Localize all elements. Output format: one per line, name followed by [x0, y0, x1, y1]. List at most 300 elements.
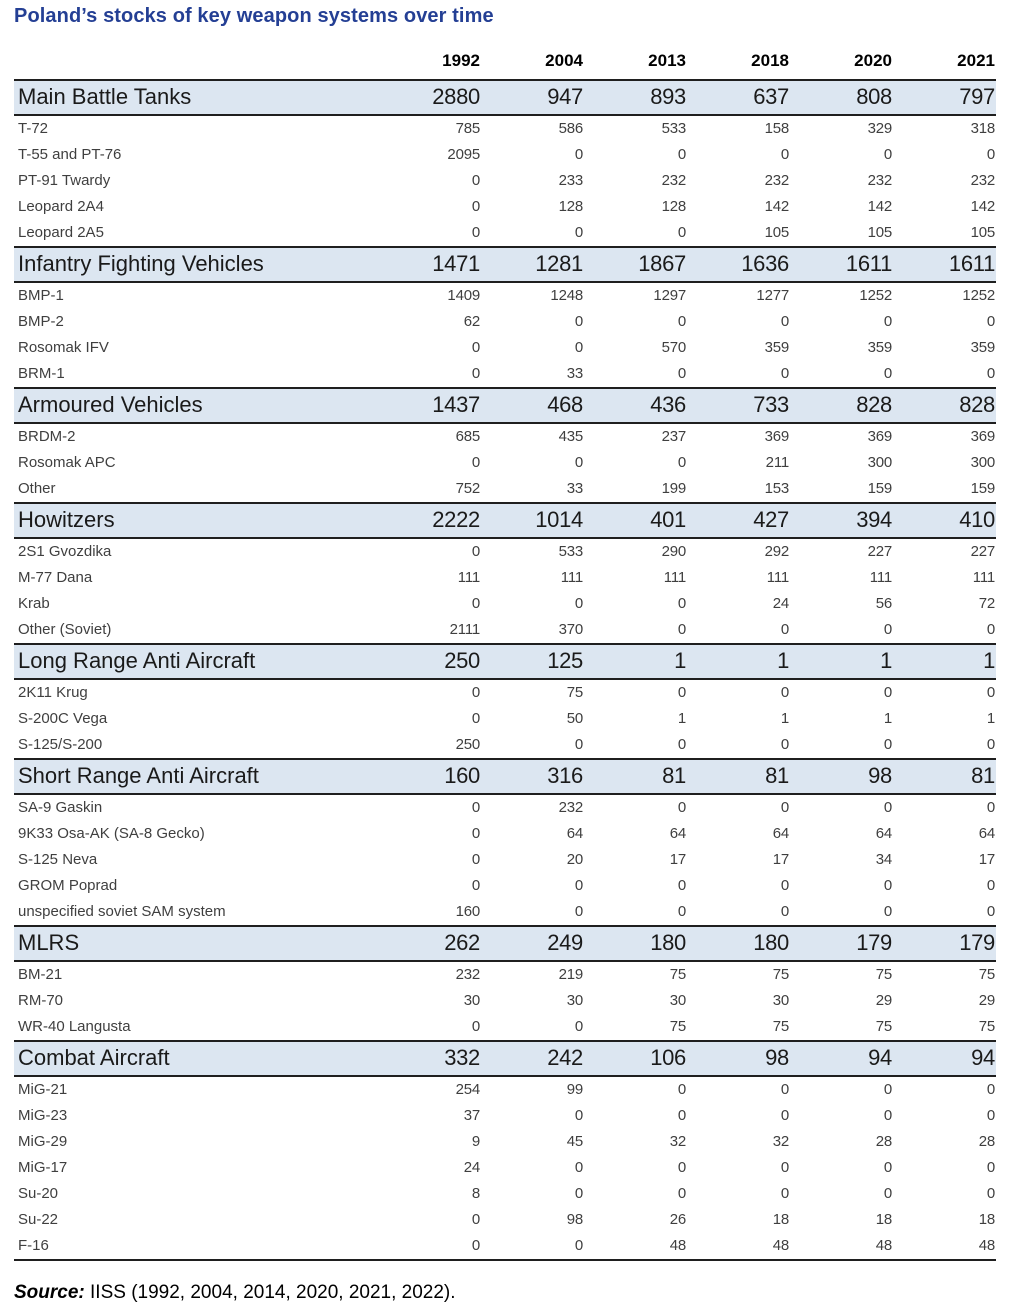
- cell-value: 48: [875, 1237, 892, 1254]
- cell-value: 0: [574, 339, 583, 356]
- cell-value: 111: [766, 569, 789, 586]
- cell-value: 435: [558, 428, 583, 445]
- cell-value: 2095: [447, 146, 480, 163]
- row-label: T-72: [18, 120, 49, 137]
- section-total-value: 1437: [378, 388, 481, 423]
- section-total-value: 179: [790, 926, 893, 961]
- cell-value: 1: [677, 710, 686, 727]
- section-total-value: 808: [790, 80, 893, 115]
- cell-value: 75: [978, 966, 995, 983]
- cell-value: 0: [471, 851, 480, 868]
- row-label: Rosomak IFV: [18, 339, 109, 356]
- section-total-value: 436: [584, 388, 687, 423]
- table-row: [14, 961, 996, 988]
- cell-value: 0: [574, 313, 583, 330]
- cell-value: 105: [970, 224, 995, 241]
- cell-value: 0: [677, 621, 686, 638]
- cell-value: 0: [471, 365, 480, 382]
- section-label: Infantry Fighting Vehicles: [14, 247, 378, 282]
- cell-value: 0: [986, 365, 995, 382]
- row-label: GROM Poprad: [18, 877, 118, 894]
- cell-value: 1248: [550, 287, 583, 304]
- section-total-value: 1471: [378, 247, 481, 282]
- cell-value: 237: [661, 428, 686, 445]
- cell-value: 0: [883, 313, 892, 330]
- cell-value: 0: [471, 684, 480, 701]
- cell-value: 17: [978, 851, 995, 868]
- table-row: [14, 538, 996, 565]
- cell-value: 0: [986, 799, 995, 816]
- cell-value: 290: [661, 543, 686, 560]
- cell-value: 0: [471, 1211, 480, 1228]
- cell-value: 75: [875, 1018, 892, 1035]
- cell-value: 1252: [859, 287, 892, 304]
- cell-value: 0: [677, 1159, 686, 1176]
- cell-value: 1277: [756, 287, 789, 304]
- cell-value: 64: [978, 825, 995, 842]
- year-column-header: 2013: [648, 51, 686, 70]
- cell-value: 105: [764, 224, 789, 241]
- cell-value: 752: [455, 480, 480, 497]
- cell-value: 0: [471, 825, 480, 842]
- cell-value: 0: [471, 339, 480, 356]
- cell-value: 32: [669, 1133, 686, 1150]
- cell-value: 0: [677, 146, 686, 163]
- cell-value: 160: [455, 903, 480, 920]
- row-label: Rosomak APC: [18, 454, 116, 471]
- cell-value: 0: [780, 1159, 789, 1176]
- source-note: [14, 1282, 996, 1304]
- cell-value: 0: [677, 313, 686, 330]
- cell-value: 24: [772, 595, 789, 612]
- cell-value: 0: [986, 1159, 995, 1176]
- cell-value: 0: [883, 736, 892, 753]
- cell-value: 30: [566, 992, 583, 1009]
- cell-value: 0: [677, 224, 686, 241]
- table-row: [14, 899, 996, 926]
- cell-value: 785: [455, 120, 480, 137]
- section-total-value: 81: [687, 759, 790, 794]
- cell-value: 370: [558, 621, 583, 638]
- cell-value: 0: [574, 736, 583, 753]
- cell-value: 0: [883, 1185, 892, 1202]
- cell-value: 0: [780, 313, 789, 330]
- year-header-row: [14, 49, 996, 80]
- cell-value: 0: [574, 1018, 583, 1035]
- section-total-value: 637: [687, 80, 790, 115]
- row-label: Su-22: [18, 1211, 59, 1228]
- table-row: [14, 450, 996, 476]
- cell-value: 75: [875, 966, 892, 983]
- cell-value: 0: [883, 1081, 892, 1098]
- cell-value: 0: [780, 146, 789, 163]
- cell-value: 0: [574, 877, 583, 894]
- cell-value: 142: [867, 198, 892, 215]
- year-column-header: 1992: [442, 51, 480, 70]
- cell-value: 75: [978, 1018, 995, 1035]
- cell-value: 30: [772, 992, 789, 1009]
- table-row: [14, 1103, 996, 1129]
- section-total-value: 1: [893, 644, 996, 679]
- cell-value: 64: [566, 825, 583, 842]
- cell-value: 250: [455, 736, 480, 753]
- cell-value: 0: [677, 454, 686, 471]
- table-row: [14, 142, 996, 168]
- cell-value: 329: [867, 120, 892, 137]
- cell-value: 75: [772, 1018, 789, 1035]
- section-total-value: 262: [378, 926, 481, 961]
- section-label: MLRS: [14, 926, 378, 961]
- cell-value: 318: [970, 120, 995, 137]
- row-label: BRM-1: [18, 365, 65, 382]
- section-total-value: 1611: [893, 247, 996, 282]
- table-row: [14, 706, 996, 732]
- cell-value: 0: [471, 710, 480, 727]
- cell-value: 1297: [653, 287, 686, 304]
- cell-value: 64: [772, 825, 789, 842]
- table-head: [14, 49, 996, 80]
- cell-value: 359: [970, 339, 995, 356]
- cell-value: 0: [574, 224, 583, 241]
- source-text: IISS (1992, 2004, 2014, 2020, 2021, 2022).: [84, 1282, 456, 1303]
- row-label: BMP-1: [18, 287, 64, 304]
- row-label: Other (Soviet): [18, 621, 112, 638]
- row-label: 2S1 Gvozdika: [18, 543, 112, 560]
- table-row: [14, 1155, 996, 1181]
- section-total-value: 2880: [378, 80, 481, 115]
- section-total-value: 160: [378, 759, 481, 794]
- row-label: unspecified soviet SAM system: [18, 903, 226, 920]
- section-header-row: [14, 247, 996, 282]
- cell-value: 30: [669, 992, 686, 1009]
- cell-value: 359: [867, 339, 892, 356]
- cell-value: 0: [986, 1081, 995, 1098]
- section-total-value: 1867: [584, 247, 687, 282]
- table-row: [14, 423, 996, 450]
- section-total-value: 250: [378, 644, 481, 679]
- table-row: [14, 115, 996, 142]
- cell-value: 72: [978, 595, 995, 612]
- section-total-value: 394: [790, 503, 893, 538]
- cell-value: 0: [471, 172, 480, 189]
- table-row: [14, 1207, 996, 1233]
- cell-value: 111: [972, 569, 995, 586]
- cell-value: 111: [560, 569, 583, 586]
- row-label: RM-70: [18, 992, 64, 1009]
- section-total-value: 1014: [481, 503, 584, 538]
- table-row: [14, 282, 996, 309]
- cell-value: 1: [883, 710, 892, 727]
- cell-value: 158: [764, 120, 789, 137]
- row-label: 9K33 Osa-AK (SA-8 Gecko): [18, 825, 205, 842]
- row-label: F-16: [18, 1237, 49, 1254]
- cell-value: 199: [661, 480, 686, 497]
- cell-value: 0: [780, 799, 789, 816]
- cell-value: 45: [566, 1133, 583, 1150]
- year-column-header: 2021: [957, 51, 995, 70]
- cell-value: 232: [455, 966, 480, 983]
- section-total-value: 180: [687, 926, 790, 961]
- cell-value: 0: [677, 799, 686, 816]
- cell-value: 153: [764, 480, 789, 497]
- cell-value: 17: [669, 851, 686, 868]
- cell-value: 300: [867, 454, 892, 471]
- table-row: [14, 361, 996, 388]
- cell-value: 0: [677, 684, 686, 701]
- row-label: S-125/S-200: [18, 736, 103, 753]
- section-total-value: 125: [481, 644, 584, 679]
- cell-value: 292: [764, 543, 789, 560]
- cell-value: 0: [986, 621, 995, 638]
- section-header-row: [14, 644, 996, 679]
- section-total-value: 94: [893, 1041, 996, 1076]
- cell-value: 0: [677, 903, 686, 920]
- cell-value: 18: [772, 1211, 789, 1228]
- cell-value: 0: [883, 1159, 892, 1176]
- cell-value: 0: [471, 1018, 480, 1035]
- table-row: [14, 1233, 996, 1260]
- section-total-value: 468: [481, 388, 584, 423]
- cell-value: 0: [574, 454, 583, 471]
- cell-value: 2111: [449, 621, 480, 638]
- cell-value: 586: [558, 120, 583, 137]
- section-label: Armoured Vehicles: [14, 388, 378, 423]
- row-label: BRDM-2: [18, 428, 76, 445]
- cell-value: 0: [780, 877, 789, 894]
- section-total-value: 427: [687, 503, 790, 538]
- section-total-value: 106: [584, 1041, 687, 1076]
- cell-value: 0: [780, 903, 789, 920]
- cell-value: 29: [875, 992, 892, 1009]
- cell-value: 18: [875, 1211, 892, 1228]
- row-label: BM-21: [18, 966, 63, 983]
- table-row: [14, 565, 996, 591]
- section-total-value: 179: [893, 926, 996, 961]
- cell-value: 0: [780, 1081, 789, 1098]
- cell-value: 105: [867, 224, 892, 241]
- row-label: Su-20: [18, 1185, 59, 1202]
- year-column-header: 2018: [751, 51, 789, 70]
- section-label: Main Battle Tanks: [14, 80, 378, 115]
- table-row: [14, 1076, 996, 1103]
- section-total-value: 81: [584, 759, 687, 794]
- weapon-stocks-table: [14, 49, 996, 1261]
- cell-value: 232: [661, 172, 686, 189]
- cell-value: 0: [986, 313, 995, 330]
- row-label: MiG-23: [18, 1107, 68, 1124]
- cell-value: 99: [566, 1081, 583, 1098]
- cell-value: 0: [986, 146, 995, 163]
- table-row: [14, 591, 996, 617]
- table-body: [14, 80, 996, 1260]
- section-label: Long Range Anti Aircraft: [14, 644, 378, 679]
- cell-value: 28: [875, 1133, 892, 1150]
- section-total-value: 98: [790, 759, 893, 794]
- section-total-value: 1: [790, 644, 893, 679]
- cell-value: 128: [558, 198, 583, 215]
- cell-value: 300: [970, 454, 995, 471]
- cell-value: 20: [566, 851, 583, 868]
- section-total-value: 828: [790, 388, 893, 423]
- table-row: [14, 679, 996, 706]
- section-header-row: [14, 926, 996, 961]
- year-column-header: 2020: [854, 51, 892, 70]
- section-header-row: [14, 1041, 996, 1076]
- cell-value: 75: [566, 684, 583, 701]
- cell-value: 64: [669, 825, 686, 842]
- cell-value: 1252: [962, 287, 995, 304]
- table-row: [14, 821, 996, 847]
- section-total-value: 94: [790, 1041, 893, 1076]
- row-label: MiG-29: [18, 1133, 68, 1150]
- table-row: [14, 335, 996, 361]
- cell-value: 17: [772, 851, 789, 868]
- table-row: [14, 168, 996, 194]
- cell-value: 0: [471, 877, 480, 894]
- row-label: MiG-21: [18, 1081, 68, 1098]
- cell-value: 232: [764, 172, 789, 189]
- cell-value: 50: [566, 710, 583, 727]
- cell-value: 56: [875, 595, 892, 612]
- cell-value: 8: [471, 1185, 480, 1202]
- cell-value: 0: [986, 1185, 995, 1202]
- table-row: [14, 847, 996, 873]
- cell-value: 9: [471, 1133, 480, 1150]
- cell-value: 0: [471, 454, 480, 471]
- table-row: [14, 617, 996, 644]
- section-total-value: 332: [378, 1041, 481, 1076]
- cell-value: 0: [574, 903, 583, 920]
- section-label: Combat Aircraft: [14, 1041, 378, 1076]
- cell-value: 33: [566, 480, 583, 497]
- row-label: SA-9 Gaskin: [18, 799, 103, 816]
- section-total-value: 98: [687, 1041, 790, 1076]
- cell-value: 48: [669, 1237, 686, 1254]
- cell-value: 111: [869, 569, 892, 586]
- cell-value: 64: [875, 825, 892, 842]
- cell-value: 233: [558, 172, 583, 189]
- cell-value: 533: [558, 543, 583, 560]
- cell-value: 142: [970, 198, 995, 215]
- cell-value: 0: [471, 595, 480, 612]
- row-label: MiG-17: [18, 1159, 68, 1176]
- row-label: Leopard 2A5: [18, 224, 104, 241]
- cell-value: 34: [875, 851, 892, 868]
- section-header-row: [14, 80, 996, 115]
- cell-value: 0: [574, 1237, 583, 1254]
- section-header-row: [14, 759, 996, 794]
- cell-value: 0: [986, 736, 995, 753]
- cell-value: 0: [883, 684, 892, 701]
- cell-value: 75: [669, 966, 686, 983]
- cell-value: 685: [455, 428, 480, 445]
- cell-value: 48: [772, 1237, 789, 1254]
- cell-value: 0: [574, 595, 583, 612]
- row-label: 2K11 Krug: [18, 684, 88, 701]
- section-total-value: 733: [687, 388, 790, 423]
- cell-value: 232: [558, 799, 583, 816]
- table-row: [14, 1014, 996, 1041]
- section-total-value: 1: [687, 644, 790, 679]
- cell-value: 0: [780, 684, 789, 701]
- section-total-value: 828: [893, 388, 996, 423]
- section-label: Short Range Anti Aircraft: [14, 759, 378, 794]
- cell-value: 0: [471, 799, 480, 816]
- cell-value: 0: [780, 736, 789, 753]
- table-row: [14, 220, 996, 247]
- section-total-value: 249: [481, 926, 584, 961]
- cell-value: 128: [661, 198, 686, 215]
- cell-value: 0: [677, 877, 686, 894]
- cell-value: 1: [986, 710, 995, 727]
- cell-value: 227: [867, 543, 892, 560]
- cell-value: 369: [970, 428, 995, 445]
- cell-value: 0: [677, 1081, 686, 1098]
- cell-value: 254: [455, 1081, 480, 1098]
- table-row: [14, 794, 996, 821]
- cell-value: 29: [978, 992, 995, 1009]
- cell-value: 0: [574, 1159, 583, 1176]
- cell-value: 62: [463, 313, 480, 330]
- cell-value: 369: [764, 428, 789, 445]
- section-total-value: 242: [481, 1041, 584, 1076]
- cell-value: 32: [772, 1133, 789, 1150]
- table-row: [14, 1129, 996, 1155]
- cell-value: 18: [978, 1211, 995, 1228]
- cell-value: 0: [677, 1185, 686, 1202]
- source-label: Source:: [14, 1282, 85, 1303]
- section-total-value: 1636: [687, 247, 790, 282]
- cell-value: 24: [463, 1159, 480, 1176]
- section-total-value: 401: [584, 503, 687, 538]
- cell-value: 0: [986, 903, 995, 920]
- section-total-value: 1281: [481, 247, 584, 282]
- row-label: BMP-2: [18, 313, 64, 330]
- cell-value: 98: [566, 1211, 583, 1228]
- row-label-column-header: [14, 49, 378, 80]
- table-row: [14, 873, 996, 899]
- row-label: Krab: [18, 595, 50, 612]
- cell-value: 26: [669, 1211, 686, 1228]
- row-label: Other: [18, 480, 56, 497]
- cell-value: 0: [883, 877, 892, 894]
- cell-value: 159: [867, 480, 892, 497]
- cell-value: 0: [883, 146, 892, 163]
- cell-value: 111: [457, 569, 480, 586]
- cell-value: 0: [574, 1107, 583, 1124]
- page-title: Poland’s stocks of key weapon systems over time: [14, 5, 494, 27]
- cell-value: 0: [883, 903, 892, 920]
- section-total-value: 797: [893, 80, 996, 115]
- table-row: [14, 988, 996, 1014]
- cell-value: 142: [764, 198, 789, 215]
- table-row: [14, 194, 996, 220]
- cell-value: 1409: [447, 287, 480, 304]
- row-label: S-125 Neva: [18, 851, 98, 868]
- cell-value: 48: [978, 1237, 995, 1254]
- table-row: [14, 476, 996, 503]
- cell-value: 0: [986, 1107, 995, 1124]
- cell-value: 0: [677, 1107, 686, 1124]
- cell-value: 0: [471, 1237, 480, 1254]
- cell-value: 28: [978, 1133, 995, 1150]
- section-total-value: 2222: [378, 503, 481, 538]
- section-total-value: 893: [584, 80, 687, 115]
- cell-value: 1: [780, 710, 789, 727]
- row-label: T-55 and PT-76: [18, 146, 122, 163]
- cell-value: 359: [764, 339, 789, 356]
- cell-value: 0: [471, 224, 480, 241]
